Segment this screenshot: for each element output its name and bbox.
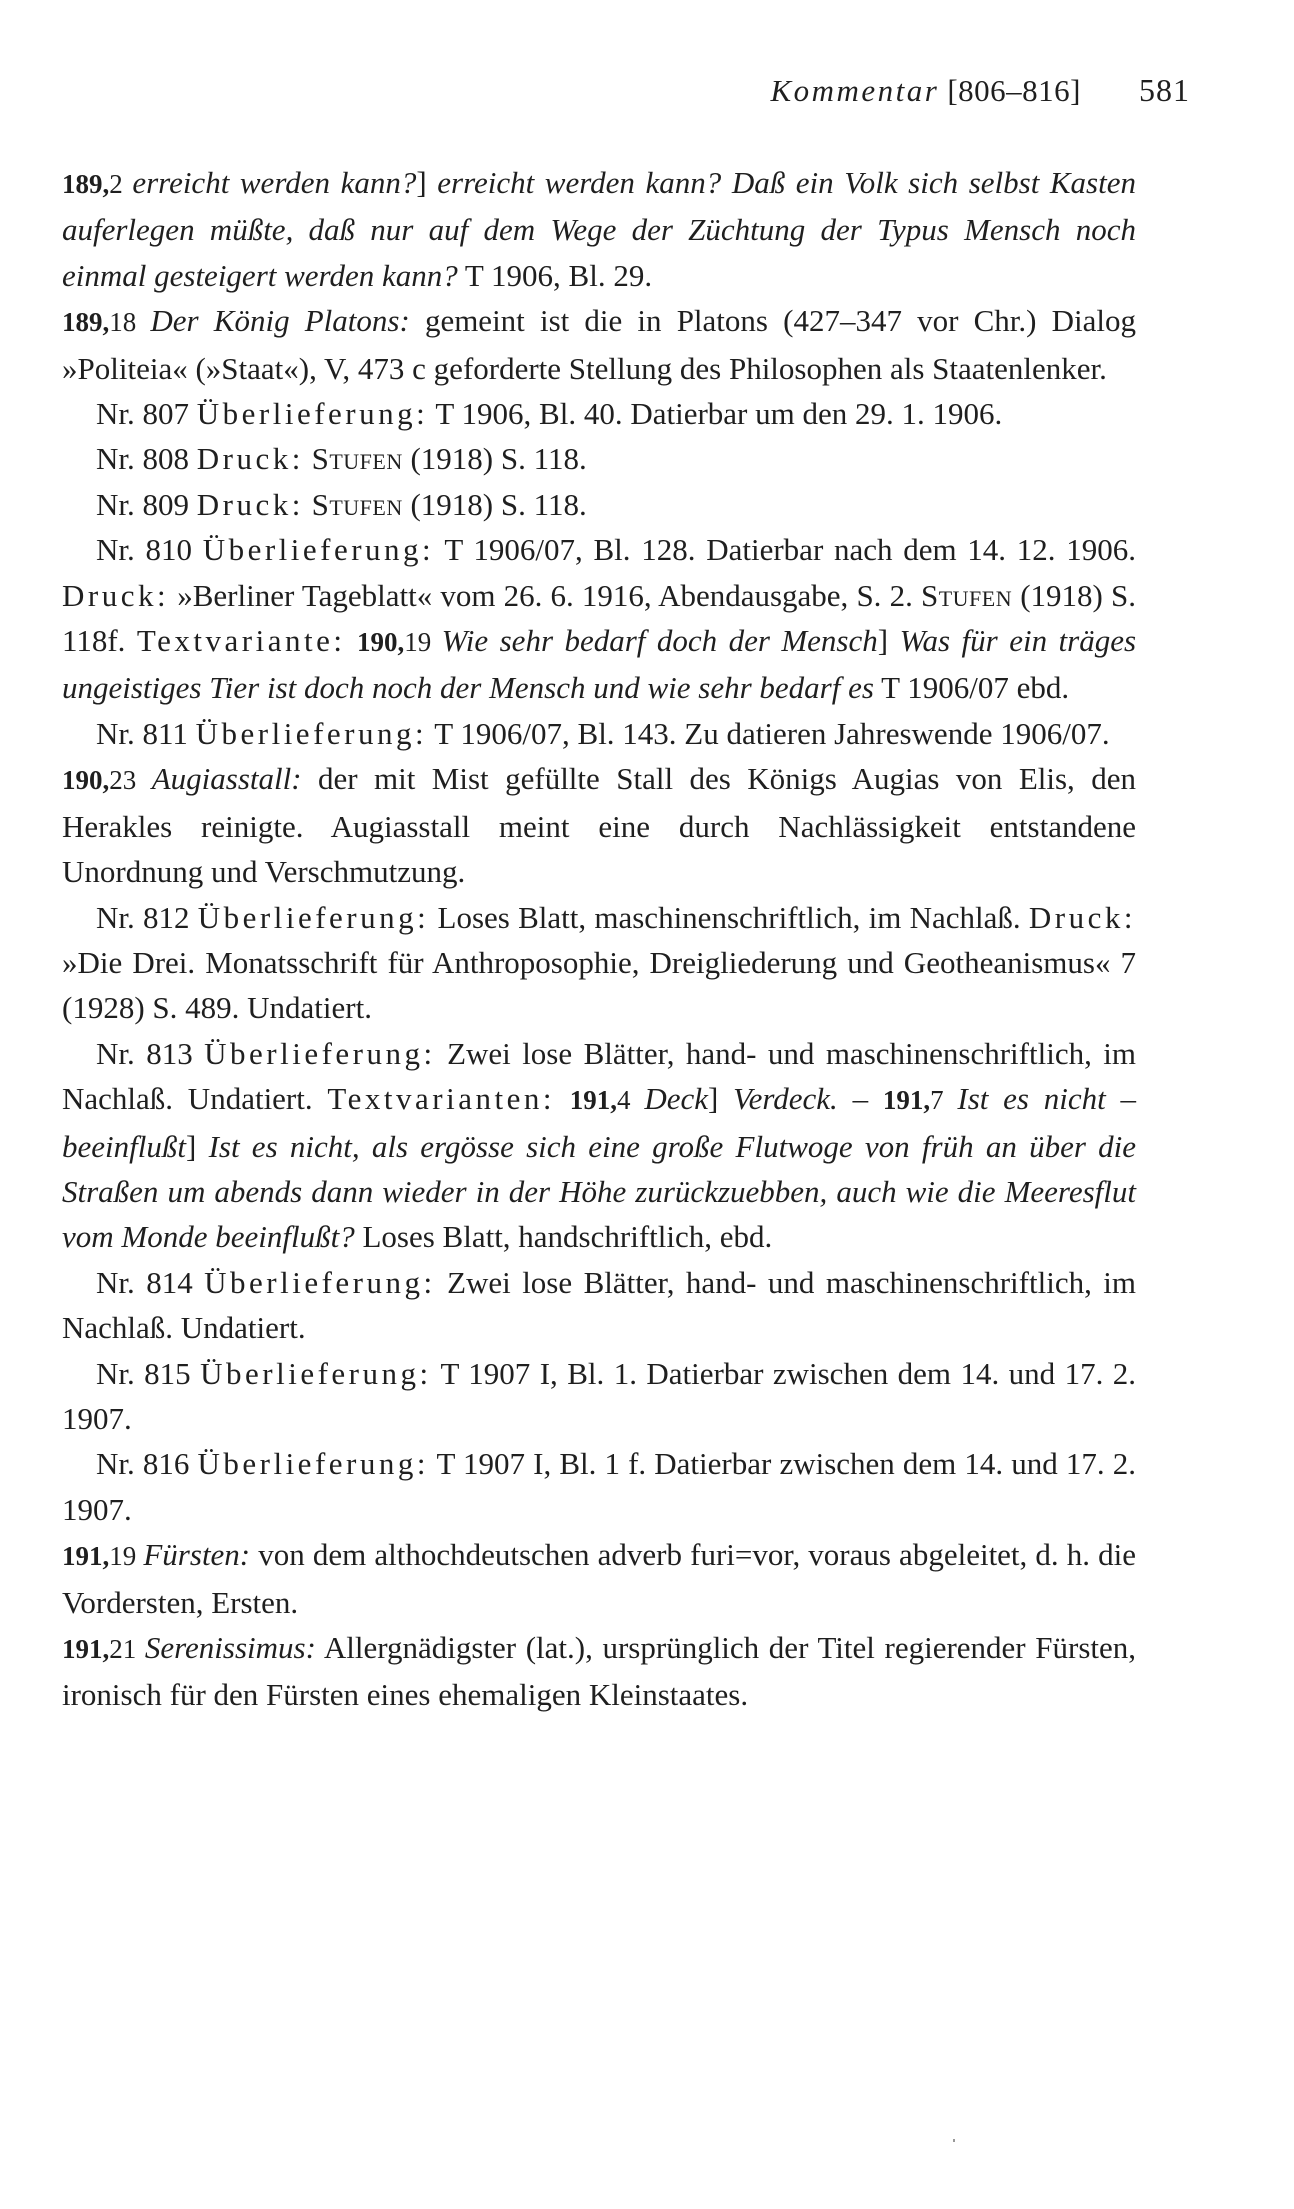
spaced-label: Druck: [1028,899,1136,935]
spaced-label: Druck: [62,577,170,613]
plain-text [304,487,312,522]
spaced-label: Überlieferung: [200,1355,432,1391]
italic-text: Ist es nicht – beeinflußt [62,1081,1137,1164]
small-caps-title: Stufen [311,441,403,477]
plain-text: Nr. 816 [96,1446,198,1482]
plain-text: von dem althochdeutschen adverb furi=vor, voraus abgeleitet, d. h. die Vordersten, Ersten. [62,1537,1137,1620]
line-number: 21 [109,1634,145,1664]
commentary-entry-nr-808 [62,436,1136,481]
plain-text: ] [416,165,438,200]
plain-text: T 1906/07, Bl. 128. Datierbar nach dem 14. 12. 1906. [434,532,1136,568]
small-caps-title: Stufen [920,577,1013,613]
plain-text: gemeint ist die in Platons (427–347 vor Chr.) Dialog »Politeia« (»Staat«), V, 473 c geforderte Stellung des Philosophen als Staatenlenker. [62,303,1136,386]
commentary-body [62,160,1136,1718]
italic-text: Wie sehr bedarf doch der Mensch [441,623,878,659]
print-speck [953,2139,955,2142]
line-number: 19 [404,627,442,658]
spaced-label: Textvariante: [136,623,346,659]
plain-text: T 1906, Bl. 40. Datierbar um den 29. 1. 1906. [428,396,1003,432]
plain-text: Loses Blatt, handschriftlich, ebd. [354,1219,773,1255]
line-ref-bold: 190, [62,765,110,796]
plain-text [304,441,312,476]
plain-text: (1918) S. 118f. [62,577,1136,659]
plain-text: Nr. 812 [96,899,198,935]
plain-text: T 1906/07, Bl. 143. Zu datieren Jahreswende 1906/07. [427,715,1110,751]
plain-text: Nr. 811 [96,715,196,751]
plain-text: Nr. 813 [96,1035,205,1071]
plain-text: Zwei lose Blätter, hand- und maschinenschriftlich, im Nachlaß. Undatiert. [62,1035,1137,1117]
plain-text: ] [185,1128,209,1164]
line-ref-bold: 191, [62,1541,110,1572]
commentary-entry-note-190-23 [62,756,1136,894]
line-ref-bold: 191, [882,1085,931,1116]
plain-text: »Berliner Tageblatt« vom 26. 6. 1916, Abendausgabe, S. 2. [169,577,921,613]
plain-text: der mit Mist gefüllte Stall des Königs Augias von Elis, den Herakles reinigte. Augiasstall meint eine durch Nachlässigkeit entstandene Unordnung und Verschmutzung. [62,761,1137,890]
italic-text: erreicht werden kann? Daß ein Volk sich selbst Kasten auferlegen müßte, daß nur auf dem Wege der Züchtung der Typus Mensch noch einmal gesteigert werden kann? [62,165,1136,293]
plain-text: (1918) S. 118. [402,486,587,522]
plain-text: ] [877,623,900,659]
plain-text: Nr. 815 [96,1355,201,1391]
commentary-entry-note-189-18 [62,298,1136,391]
italic-text: erreicht werden kann? [132,165,417,200]
italic-text: Fürsten: [143,1537,251,1573]
line-number: 7 [930,1085,958,1116]
plain-text: Nr. 808 [96,441,197,477]
spaced-label: Überlieferung: [197,899,430,935]
plain-text: Zwei lose Blätter, hand- und maschinenschriftlich, im Nachlaß. Undatiert. [62,1264,1137,1346]
plain-text: Nr. 809 [96,486,197,522]
line-number: 4 [617,1085,645,1116]
line-ref-bold: 191, [569,1085,618,1116]
spaced-label: Überlieferung: [197,1446,429,1482]
plain-text: – [837,1081,883,1117]
plain-text: T 1906, Bl. 29. [457,257,653,293]
spaced-label: Druck: [196,441,304,477]
commentary-entry-note-191-21 [62,1625,1136,1718]
page-number: 581 [1139,72,1190,108]
italic-text: Augiasstall: [151,761,302,797]
commentary-entry-nr-813 [62,1031,1136,1260]
italic-text: Deck [644,1081,708,1117]
plain-text: Allergnädigster (lat.), ursprünglich der Titel regierender Fürsten, ironisch für den Fürsten eines ehemaligen Kleinstaates. [62,1630,1137,1713]
commentary-entry-note-191-19 [62,1532,1136,1625]
running-head: Kommentar [770,73,940,108]
small-caps-title: Stufen [311,486,403,522]
commentary-entry-nr-807 [62,391,1136,436]
plain-text: T 1906/07 ebd. [873,670,1070,706]
italic-text: Der König Platons: [150,303,410,339]
line-ref-bold: 189, [62,307,110,338]
line-number: 2 [109,169,133,199]
commentary-entry-nr-816 [62,1441,1136,1532]
plain-text: Nr. 814 [96,1264,205,1300]
plain-text: Nr. 807 [96,396,197,432]
italic-text: Was für ein träges ungeistiges Tier ist doch noch der Mensch und wie sehr bedarf es [62,623,1137,706]
entry-range: [806–816] [947,73,1081,108]
commentary-entry-nr-812 [62,895,1136,1031]
italic-text: Ist es nicht, als ergösse sich eine große Flutwoge von früh an über die Straßen um abends dann wieder in der Höhe zurückzuebben, auch wie die Meeresflut vom Monde beeinflußt? [62,1128,1137,1255]
commentary-entry-nr-811 [62,711,1136,756]
spaced-label: Überlieferung: [204,1264,436,1300]
commentary-entry-nr-814 [62,1260,1136,1351]
line-ref-bold: 191, [62,1634,110,1664]
page-header [100,70,1190,111]
plain-text: Nr. 810 [96,532,203,568]
plain-text: T 1907 I, Bl. 1. Datierbar zwischen dem 14. und 17. 2. 1907. [62,1355,1136,1436]
plain-text: »Die Drei. Monatsschrift für Anthroposophie, Dreigliederung und Geotheanismus« 7 (1928) S. 489. Undatiert. [62,944,1136,1026]
plain-text: (1918) S. 118. [402,441,587,477]
plain-text [555,1081,570,1116]
commentary-entry-nr-810 [62,527,1136,711]
spaced-label: Überlieferung: [204,1035,436,1071]
spaced-label: Überlieferung: [196,396,429,432]
italic-text: Serenissimus: [144,1630,316,1665]
commentary-entry-nr-815 [62,1351,1136,1442]
spaced-label: Überlieferung: [202,532,435,568]
spaced-label: Druck: [196,486,304,522]
commentary-entry-nr-809 [62,482,1136,527]
plain-text: T 1907 I, Bl. 1 f. Datierbar zwischen dem 14. und 17. 2. 1907. [62,1446,1136,1527]
plain-text: ] [707,1081,734,1117]
line-number: 23 [109,765,152,796]
spaced-label: Überlieferung: [195,715,428,751]
line-number: 18 [109,307,151,338]
commentary-entry-note-189-2 [62,160,1136,298]
line-ref-bold: 189, [62,169,110,199]
plain-text [345,623,356,658]
spaced-label: Textvarianten: [327,1081,555,1117]
line-number: 19 [109,1541,144,1572]
plain-text: Loses Blatt, maschinenschriftlich, im Nachlaß. [429,899,1029,935]
line-ref-bold: 190, [356,627,405,658]
italic-text: Verdeck. [733,1081,838,1117]
